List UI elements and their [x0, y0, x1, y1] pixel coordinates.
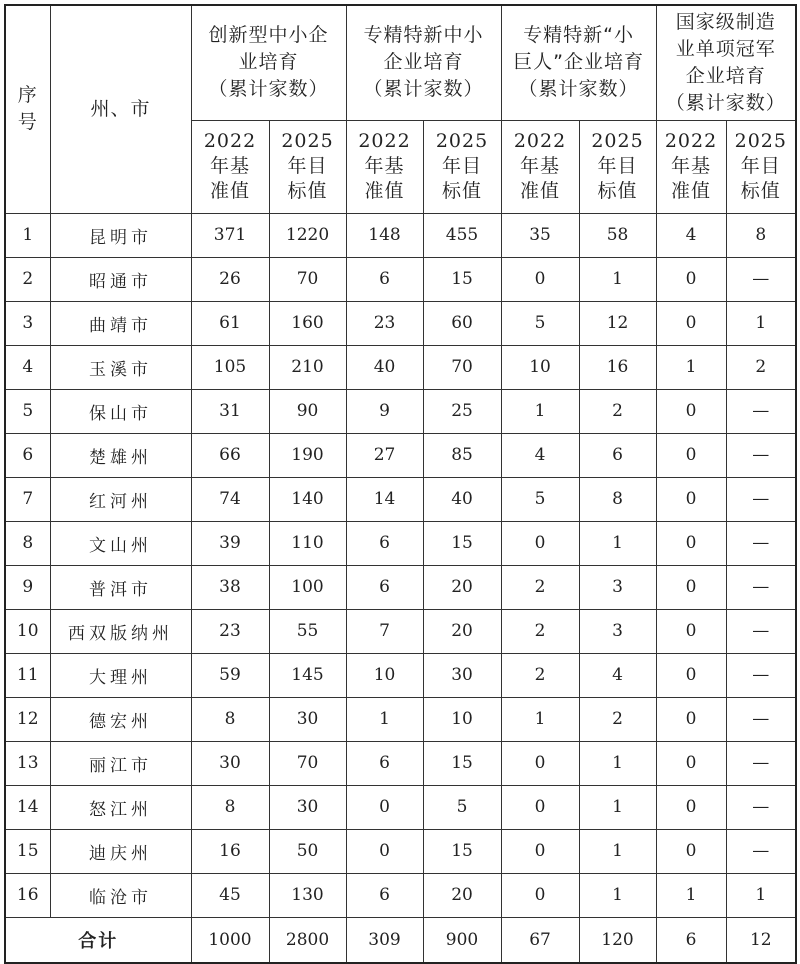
row-value: — — [726, 609, 796, 653]
row-value: 26 — [191, 257, 269, 301]
row-value: 1 — [579, 785, 656, 829]
row-value: 2 — [501, 609, 579, 653]
row-value: 5 — [501, 477, 579, 521]
row-value: 66 — [191, 433, 269, 477]
row-value: 6 — [346, 873, 423, 917]
table-row — [5, 697, 796, 741]
row-value: 0 — [656, 389, 726, 433]
row-value: — — [726, 257, 796, 301]
row-value: 70 — [269, 257, 346, 301]
total-label: 合计 — [5, 917, 191, 963]
row-value: 1 — [726, 301, 796, 345]
row-value: 2 — [501, 565, 579, 609]
total-value: 900 — [423, 917, 501, 963]
total-value: 12 — [726, 917, 796, 963]
row-value: 160 — [269, 301, 346, 345]
row-value: 0 — [346, 829, 423, 873]
row-value: 40 — [346, 345, 423, 389]
row-value: 210 — [269, 345, 346, 389]
row-city: 保山市 — [50, 389, 191, 433]
row-value: 4 — [656, 213, 726, 257]
header-group-innovative-sme: 创新型中小企 业培育 （累计家数） — [191, 5, 346, 120]
header-seq: 序 号 — [5, 5, 50, 213]
row-value: 74 — [191, 477, 269, 521]
row-value: 70 — [269, 741, 346, 785]
row-value: 148 — [346, 213, 423, 257]
row-value: 1 — [579, 829, 656, 873]
row-value: 0 — [501, 257, 579, 301]
row-value: 20 — [423, 565, 501, 609]
total-value: 1000 — [191, 917, 269, 963]
row-city: 楚雄州 — [50, 433, 191, 477]
row-city: 文山州 — [50, 521, 191, 565]
row-value: 90 — [269, 389, 346, 433]
row-value: 0 — [656, 565, 726, 609]
header-region: 州、市 — [50, 5, 191, 213]
total-value: 67 — [501, 917, 579, 963]
row-seq: 14 — [5, 785, 50, 829]
row-value: 130 — [269, 873, 346, 917]
row-value: 1220 — [269, 213, 346, 257]
row-seq: 12 — [5, 697, 50, 741]
row-value: 39 — [191, 521, 269, 565]
row-seq: 15 — [5, 829, 50, 873]
row-value: 0 — [656, 653, 726, 697]
row-value: 85 — [423, 433, 501, 477]
table-row — [5, 521, 796, 565]
row-value: 0 — [501, 521, 579, 565]
total-value: 6 — [656, 917, 726, 963]
row-value: 0 — [656, 257, 726, 301]
row-value: 0 — [656, 785, 726, 829]
row-value: 7 — [346, 609, 423, 653]
table-row — [5, 389, 796, 433]
row-value: 190 — [269, 433, 346, 477]
row-value: 0 — [656, 521, 726, 565]
header-2025-target: 2025 年目 标值 — [579, 120, 656, 213]
table-row — [5, 565, 796, 609]
row-value: 27 — [346, 433, 423, 477]
row-value: 23 — [191, 609, 269, 653]
row-value: 30 — [269, 785, 346, 829]
row-value: 23 — [346, 301, 423, 345]
enterprise-cultivation-table — [4, 4, 797, 964]
row-value: 1 — [656, 345, 726, 389]
row-city: 大理州 — [50, 653, 191, 697]
row-seq: 1 — [5, 213, 50, 257]
row-value: 5 — [501, 301, 579, 345]
row-seq: 6 — [5, 433, 50, 477]
row-value: 145 — [269, 653, 346, 697]
row-city: 红河州 — [50, 477, 191, 521]
row-value: 1 — [656, 873, 726, 917]
row-value: 2 — [579, 697, 656, 741]
row-value: 3 — [579, 609, 656, 653]
row-value: 0 — [501, 829, 579, 873]
row-value: 0 — [501, 741, 579, 785]
row-value: 61 — [191, 301, 269, 345]
row-value: 0 — [656, 741, 726, 785]
table-row — [5, 301, 796, 345]
row-value: 12 — [579, 301, 656, 345]
header-row-groups — [5, 5, 796, 120]
table-row — [5, 213, 796, 257]
header-2022-baseline: 2022 年基 准值 — [191, 120, 269, 213]
header-2025-target: 2025 年目 标值 — [269, 120, 346, 213]
row-value: 8 — [191, 697, 269, 741]
row-value: 2 — [726, 345, 796, 389]
row-value: 0 — [501, 873, 579, 917]
row-value: 30 — [191, 741, 269, 785]
table-row — [5, 785, 796, 829]
row-value: — — [726, 829, 796, 873]
row-seq: 10 — [5, 609, 50, 653]
row-seq: 16 — [5, 873, 50, 917]
row-value: 8 — [726, 213, 796, 257]
row-city: 怒江州 — [50, 785, 191, 829]
row-value: — — [726, 697, 796, 741]
row-value: 5 — [423, 785, 501, 829]
row-value: 10 — [423, 697, 501, 741]
row-city: 昆明市 — [50, 213, 191, 257]
row-value: 58 — [579, 213, 656, 257]
row-value: 38 — [191, 565, 269, 609]
row-value: — — [726, 389, 796, 433]
table-row — [5, 873, 796, 917]
row-value: 0 — [656, 829, 726, 873]
header-2022-baseline: 2022 年基 准值 — [346, 120, 423, 213]
table-row — [5, 477, 796, 521]
row-value: 10 — [501, 345, 579, 389]
row-value: 6 — [346, 521, 423, 565]
row-value: — — [726, 785, 796, 829]
row-value: 35 — [501, 213, 579, 257]
table-body — [5, 213, 796, 963]
row-value: 45 — [191, 873, 269, 917]
row-seq: 13 — [5, 741, 50, 785]
row-value: 110 — [269, 521, 346, 565]
row-value: 14 — [346, 477, 423, 521]
row-value: 4 — [501, 433, 579, 477]
row-value: 140 — [269, 477, 346, 521]
row-value: 8 — [579, 477, 656, 521]
row-value: 1 — [501, 697, 579, 741]
row-seq: 4 — [5, 345, 50, 389]
table-row — [5, 653, 796, 697]
table-row — [5, 741, 796, 785]
row-city: 昭通市 — [50, 257, 191, 301]
total-value: 309 — [346, 917, 423, 963]
header-group-specialized-sme: 专精特新中小 企业培育 （累计家数） — [346, 5, 501, 120]
row-value: 0 — [656, 609, 726, 653]
row-value: 0 — [656, 477, 726, 521]
table-row — [5, 433, 796, 477]
row-value: 105 — [191, 345, 269, 389]
row-value: 100 — [269, 565, 346, 609]
row-value: 6 — [346, 741, 423, 785]
row-city: 西双版纳州 — [50, 609, 191, 653]
row-city: 德宏州 — [50, 697, 191, 741]
total-value: 2800 — [269, 917, 346, 963]
row-value: 1 — [346, 697, 423, 741]
row-value: 3 — [579, 565, 656, 609]
row-value: 25 — [423, 389, 501, 433]
row-value: 60 — [423, 301, 501, 345]
header-group-little-giant: 专精特新“小 巨人”企业培育 （累计家数） — [501, 5, 656, 120]
row-value: 6 — [346, 565, 423, 609]
row-value: 15 — [423, 521, 501, 565]
row-value: 9 — [346, 389, 423, 433]
row-city: 丽江市 — [50, 741, 191, 785]
row-city: 迪庆州 — [50, 829, 191, 873]
row-value: 0 — [656, 301, 726, 345]
row-value: — — [726, 565, 796, 609]
row-value: 20 — [423, 873, 501, 917]
row-value: 2 — [579, 389, 656, 433]
row-value: — — [726, 521, 796, 565]
table-row — [5, 829, 796, 873]
row-value: — — [726, 433, 796, 477]
row-city: 曲靖市 — [50, 301, 191, 345]
table-row — [5, 257, 796, 301]
header-2025-target: 2025 年目 标值 — [423, 120, 501, 213]
row-value: — — [726, 653, 796, 697]
header-2022-baseline: 2022 年基 准值 — [501, 120, 579, 213]
row-city: 玉溪市 — [50, 345, 191, 389]
row-value: 59 — [191, 653, 269, 697]
row-value: 1 — [579, 521, 656, 565]
row-value: 1 — [579, 257, 656, 301]
row-value: 15 — [423, 829, 501, 873]
row-value: 2 — [501, 653, 579, 697]
row-value: 0 — [501, 785, 579, 829]
table-row — [5, 609, 796, 653]
row-value: 0 — [656, 433, 726, 477]
row-value: 371 — [191, 213, 269, 257]
row-city: 临沧市 — [50, 873, 191, 917]
row-value: 1 — [579, 741, 656, 785]
row-seq: 11 — [5, 653, 50, 697]
row-seq: 8 — [5, 521, 50, 565]
row-value: 6 — [579, 433, 656, 477]
row-value: 0 — [346, 785, 423, 829]
row-value: 70 — [423, 345, 501, 389]
row-value: 20 — [423, 609, 501, 653]
row-seq: 2 — [5, 257, 50, 301]
row-value: 6 — [346, 257, 423, 301]
row-value: 455 — [423, 213, 501, 257]
row-value: 31 — [191, 389, 269, 433]
row-value: — — [726, 477, 796, 521]
row-value: 55 — [269, 609, 346, 653]
row-value: 10 — [346, 653, 423, 697]
row-value: 16 — [579, 345, 656, 389]
row-seq: 5 — [5, 389, 50, 433]
row-value: 0 — [656, 697, 726, 741]
row-value: 16 — [191, 829, 269, 873]
row-value: 4 — [579, 653, 656, 697]
row-value: 1 — [579, 873, 656, 917]
table-container — [4, 4, 797, 964]
header-2025-target: 2025 年目 标值 — [726, 120, 796, 213]
row-seq: 7 — [5, 477, 50, 521]
row-value: 1 — [501, 389, 579, 433]
row-value: — — [726, 741, 796, 785]
row-value: 15 — [423, 741, 501, 785]
row-seq: 9 — [5, 565, 50, 609]
row-value: 30 — [269, 697, 346, 741]
header-2022-baseline: 2022 年基 准值 — [656, 120, 726, 213]
total-value: 120 — [579, 917, 656, 963]
row-value: 8 — [191, 785, 269, 829]
header-group-single-champion: 国家级制造 业单项冠军 企业培育 （累计家数） — [656, 5, 796, 120]
total-row — [5, 917, 796, 963]
row-seq: 3 — [5, 301, 50, 345]
row-value: 30 — [423, 653, 501, 697]
row-value: 50 — [269, 829, 346, 873]
row-city: 普洱市 — [50, 565, 191, 609]
row-value: 15 — [423, 257, 501, 301]
row-value: 40 — [423, 477, 501, 521]
table-row — [5, 345, 796, 389]
row-value: 1 — [726, 873, 796, 917]
